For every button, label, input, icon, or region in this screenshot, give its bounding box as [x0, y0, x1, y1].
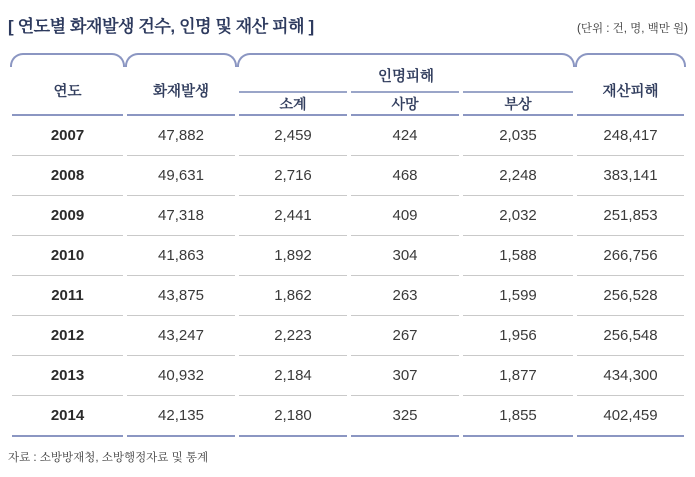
subtotal-cell: 2,180 — [274, 407, 312, 424]
divider-segment — [463, 435, 573, 437]
property-cell: 434,300 — [603, 367, 658, 384]
fires-cell: 40,932 — [158, 367, 204, 384]
column-header-fires: 화재발생 — [152, 84, 210, 100]
unit-note: (단위 : 건, 명, 백만 원) — [577, 23, 688, 35]
injuries-cell: 1,588 — [499, 247, 537, 264]
table-row — [10, 116, 686, 155]
column-header-year: 연도 — [53, 84, 82, 100]
subtotal-cell: 1,862 — [274, 287, 312, 304]
injuries-cell: 1,855 — [499, 407, 537, 424]
subtotal-cell: 2,184 — [274, 367, 312, 384]
deaths-cell: 267 — [392, 327, 418, 344]
table-row — [10, 156, 686, 195]
injuries-cell: 1,877 — [499, 367, 537, 384]
deaths-cell: 424 — [392, 127, 418, 144]
casualties-subheaders — [237, 93, 575, 114]
fires-cell: 41,863 — [158, 247, 204, 264]
year-cell: 2012 — [50, 327, 85, 344]
bracket-fires — [125, 53, 237, 67]
property-cell: 383,141 — [603, 167, 658, 184]
fires-cell: 47,318 — [158, 207, 204, 224]
injuries-cell: 2,035 — [499, 127, 537, 144]
subtotal-cell: 1,892 — [274, 247, 312, 264]
divider-segment — [239, 435, 347, 437]
property-cell: 266,756 — [603, 247, 658, 264]
title-bar — [8, 12, 688, 37]
year-cell: 2013 — [50, 367, 85, 384]
column-header-injuries: 부상 — [504, 95, 532, 112]
property-cell: 251,853 — [603, 207, 658, 224]
deaths-cell: 325 — [392, 407, 418, 424]
year-cell: 2010 — [50, 247, 85, 264]
property-cell: 256,548 — [603, 327, 658, 344]
deaths-cell: 263 — [392, 287, 418, 304]
subtotal-cell: 2,441 — [274, 207, 312, 224]
fires-cell: 43,247 — [158, 327, 204, 344]
injuries-cell: 2,248 — [499, 167, 537, 184]
column-header-subtotal: 소계 — [279, 95, 307, 112]
injuries-cell: 2,032 — [499, 207, 537, 224]
subtotal-cell: 2,223 — [274, 327, 312, 344]
column-group-casualties — [237, 67, 575, 114]
table-header — [10, 67, 686, 114]
subtotal-cell: 2,716 — [274, 167, 312, 184]
deaths-cell: 409 — [392, 207, 418, 224]
fires-cell: 42,135 — [158, 407, 204, 424]
bracket-year — [10, 53, 125, 67]
page-title: [ 연도별 화재발생 건수, 인명 및 재산 피해 ] — [8, 17, 314, 36]
property-cell: 256,528 — [603, 287, 658, 304]
bracket-property — [575, 53, 686, 67]
divider-segment — [577, 435, 684, 437]
column-header-property: 재산피해 — [602, 84, 659, 100]
year-cell: 2014 — [50, 407, 85, 424]
deaths-cell: 468 — [392, 167, 418, 184]
deaths-cell: 304 — [392, 247, 418, 264]
subtotal-cell: 2,459 — [274, 127, 312, 144]
divider-segment — [12, 435, 123, 437]
table-bottom-divider — [10, 435, 686, 437]
divider-segment — [127, 435, 235, 437]
table-row — [10, 236, 686, 275]
year-cell: 2009 — [50, 207, 85, 224]
table-row — [10, 276, 686, 315]
fire-statistics-table — [10, 53, 686, 437]
source-note: 자료 : 소방방재청, 소방행정자료 및 통계 — [8, 452, 209, 464]
table-row — [10, 316, 686, 355]
injuries-cell: 1,956 — [499, 327, 537, 344]
header-bracket-decoration — [10, 53, 686, 67]
property-cell: 248,417 — [603, 127, 658, 144]
fires-cell: 47,882 — [158, 127, 204, 144]
injuries-cell: 1,599 — [499, 287, 537, 304]
column-header-deaths: 사망 — [391, 95, 419, 112]
year-cell: 2011 — [51, 287, 84, 304]
property-cell: 402,459 — [603, 407, 658, 424]
fires-cell: 43,875 — [158, 287, 204, 304]
table-row — [10, 196, 686, 235]
fires-cell: 49,631 — [158, 167, 204, 184]
table-row — [10, 396, 686, 435]
table-row — [10, 356, 686, 395]
deaths-cell: 307 — [392, 367, 418, 384]
divider-segment — [351, 435, 459, 437]
column-header-casualties-group: 인명피해 — [377, 69, 435, 85]
year-cell: 2007 — [50, 127, 85, 144]
year-cell: 2008 — [50, 167, 85, 184]
